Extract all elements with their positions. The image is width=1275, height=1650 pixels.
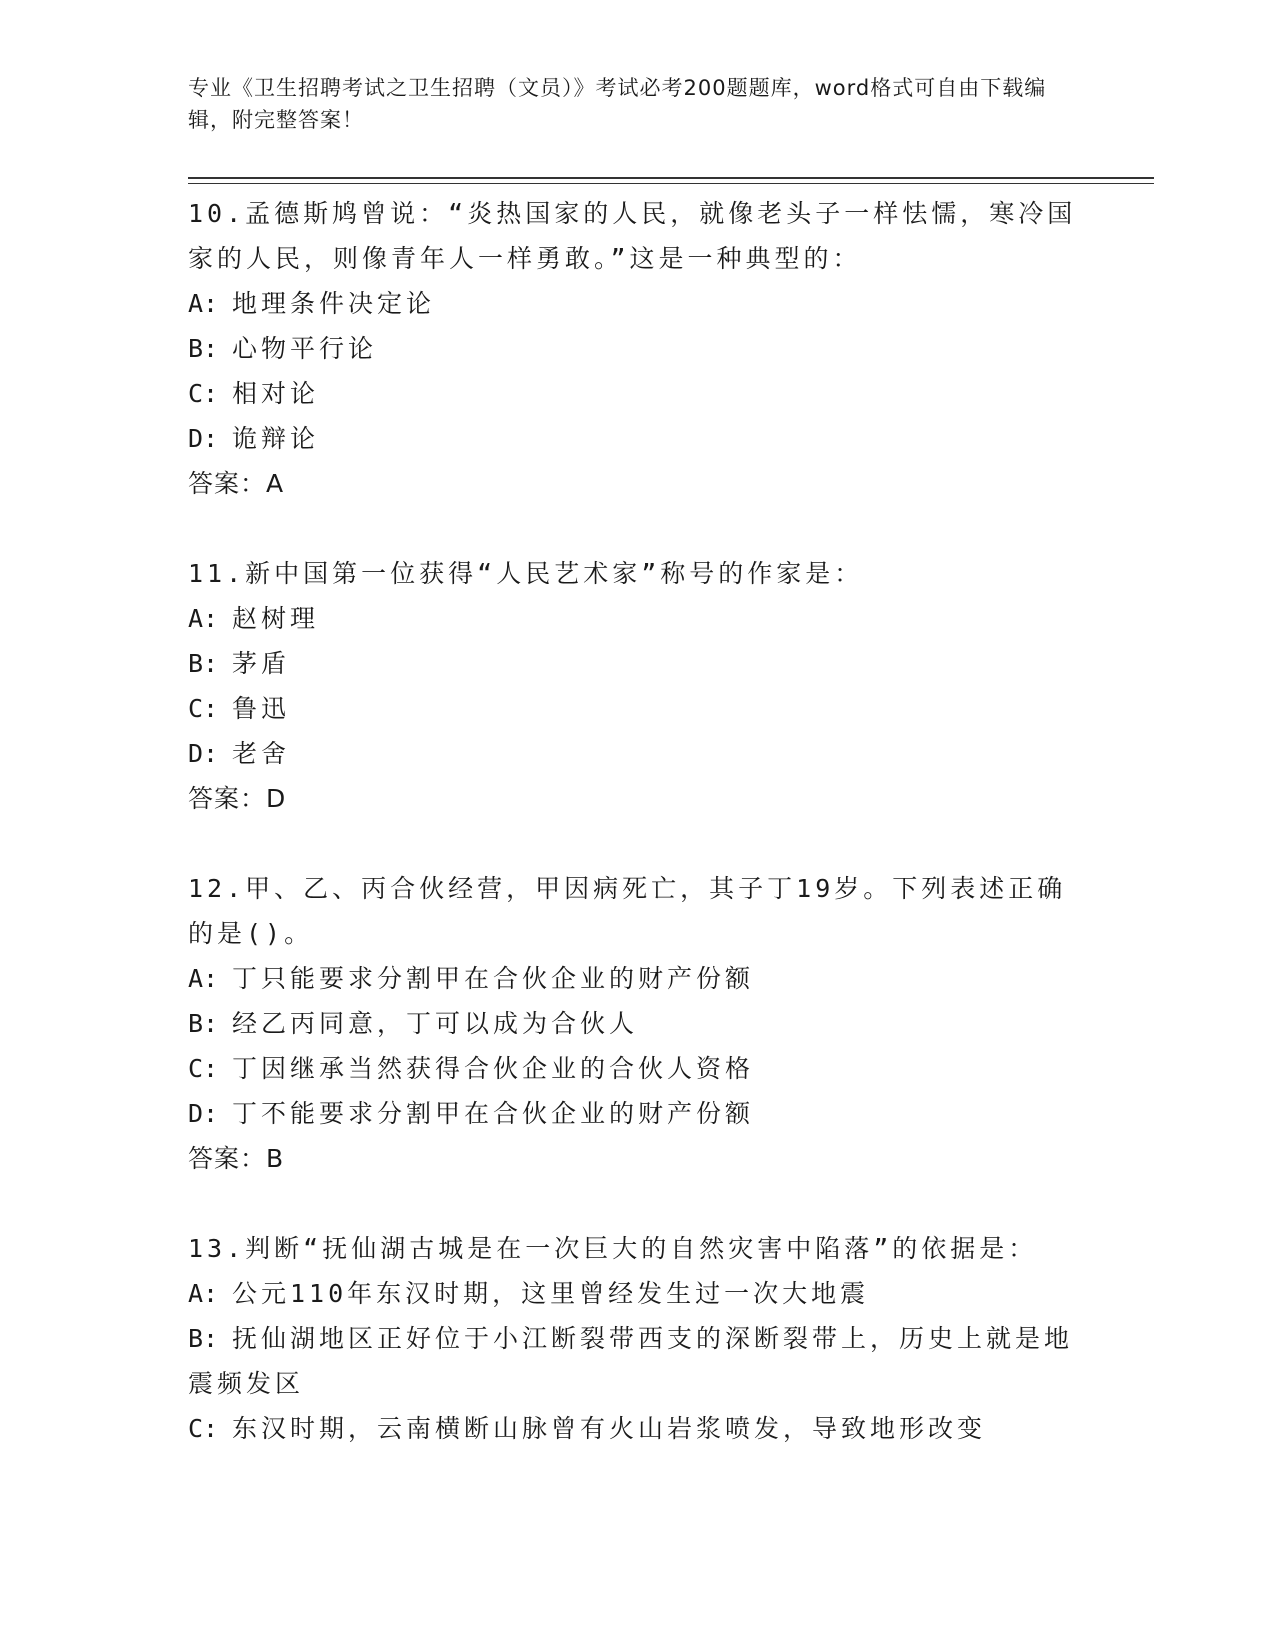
question-list (188, 188, 1088, 1493)
question-option (188, 1271, 1088, 1316)
question-option (188, 1316, 1088, 1406)
question-item (188, 188, 1088, 506)
question-item (188, 863, 1088, 1181)
option-text: 丁只能要求分割甲在合伙企业的财产份额 (232, 964, 755, 993)
option-text: 诡辩论 (232, 424, 320, 453)
option-letter: C: (188, 1054, 219, 1083)
question-option (188, 1001, 1088, 1046)
option-letter: C: (188, 1414, 219, 1443)
option-text: 经乙丙同意，丁可以成为合伙人 (232, 1009, 639, 1038)
option-letter: B: (188, 1324, 219, 1353)
question-option (188, 326, 1088, 371)
question-option (188, 686, 1088, 731)
question-item (188, 1223, 1088, 1451)
option-letter: C: (188, 694, 219, 723)
question-answer: 答案：B (188, 1144, 285, 1173)
question-answer: 答案：D (188, 784, 287, 813)
document-intro: 专业《卫生招聘考试之卫生招聘（文员）》考试必考200题题库，word格式可自由下载编辑，附完整答案！ (188, 76, 1047, 132)
question-option (188, 956, 1088, 1001)
question-item (188, 548, 1088, 821)
question-option (188, 281, 1088, 326)
option-letter: B: (188, 334, 219, 363)
option-text: 老舍 (232, 739, 291, 768)
option-letter: C: (188, 379, 219, 408)
option-letter: A: (188, 964, 219, 993)
option-text: 东汉时期，云南横断山脉曾有火山岩浆喷发，导致地形改变 (232, 1414, 987, 1443)
question-option (188, 641, 1088, 686)
option-text: 鲁迅 (232, 694, 291, 723)
option-letter: B: (188, 1009, 219, 1038)
option-letter: B: (188, 649, 219, 678)
option-text: 丁因继承当然获得合伙企业的合伙人资格 (232, 1054, 755, 1083)
option-text: 抚仙湖地区正好位于小江断裂带西支的深断裂带上，历史上就是地震频发区 (188, 1324, 1074, 1398)
question-option (188, 371, 1088, 416)
option-letter: A: (188, 1279, 219, 1308)
option-text: 心物平行论 (232, 334, 378, 363)
question-option (188, 1046, 1088, 1091)
question-stem: 11.新中国第一位获得“人民艺术家”称号的作家是： (188, 559, 864, 588)
option-text: 公元110年东汉时期，这里曾经发生过一次大地震 (232, 1279, 870, 1308)
question-stem: 10.孟德斯鸠曾说：“炎热国家的人民，就像老头子一样怯懦，寒冷国家的人民，则像青年人一样勇敢。”这是一种典型的： (188, 199, 1077, 273)
option-letter: D: (188, 739, 219, 768)
question-option (188, 416, 1088, 461)
question-stem: 13.判断“抚仙湖古城是在一次巨大的自然灾害中陷落”的依据是： (188, 1234, 1038, 1263)
question-option (188, 596, 1088, 641)
option-text: 相对论 (232, 379, 320, 408)
question-option (188, 731, 1088, 776)
question-answer: 答案：A (188, 469, 285, 498)
option-letter: A: (188, 289, 219, 318)
question-option (188, 1406, 1088, 1451)
option-text: 赵树理 (232, 604, 320, 633)
option-text: 丁不能要求分割甲在合伙企业的财产份额 (232, 1099, 755, 1128)
question-stem: 12.甲、乙、丙合伙经营，甲因病死亡，其子丁19岁。下列表述正确的是()。 (188, 874, 1067, 948)
question-option (188, 1091, 1088, 1136)
header-divider-thick (188, 177, 1154, 179)
header-divider-thin (188, 183, 1154, 184)
option-text: 茅盾 (232, 649, 291, 678)
option-text: 地理条件决定论 (232, 289, 436, 318)
option-letter: D: (188, 1099, 219, 1128)
option-letter: A: (188, 604, 219, 633)
option-letter: D: (188, 424, 219, 453)
